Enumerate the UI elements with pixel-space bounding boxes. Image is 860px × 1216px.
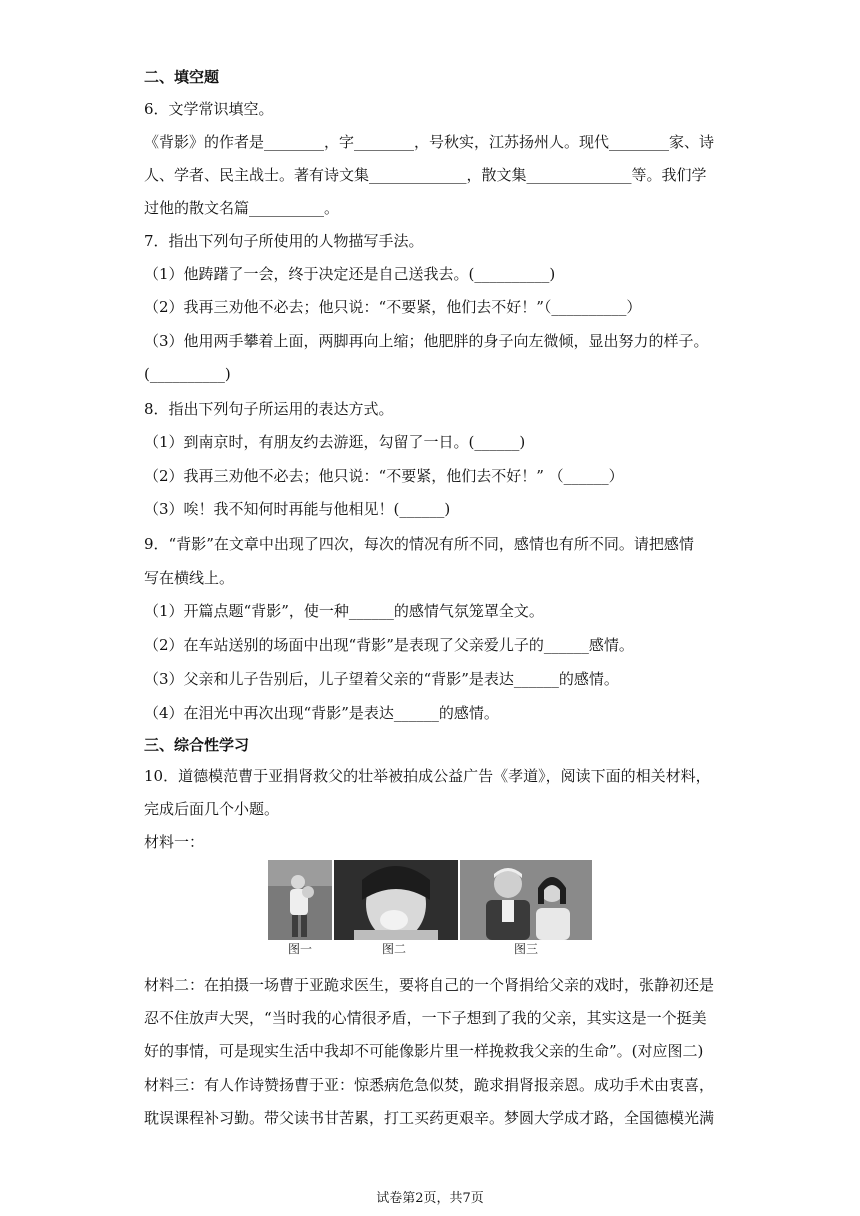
page-footer: 试卷第2页，共7页 bbox=[376, 1191, 484, 1206]
material-2-line-2: 忍不住放声大哭，“当时我的心情很矛盾，一下子想到了我的父亲，其实这是一个挺美 bbox=[144, 1009, 707, 1027]
photo-caption-3: 图三 bbox=[514, 942, 539, 956]
question-9-item-4: （4）在泪光中再次出现“背影”是表达______的感情。 bbox=[144, 704, 499, 722]
photo-caption-1: 图一 bbox=[288, 942, 313, 956]
material-1-photos bbox=[268, 860, 592, 956]
question-8-item-1: （1）到南京时，有朋友约去游逛，勾留了一日。(______) bbox=[144, 433, 526, 451]
question-8-item-3: （3）唉！我不知何时再能与他相见！(______) bbox=[144, 500, 451, 518]
section-title-fill-in: 二、填空题 bbox=[144, 68, 220, 86]
material-2-line-1: 材料二：在拍摄一场曹于亚跪求医生，要将自己的一个肾捐给父亲的戏时，张静初还是 bbox=[144, 976, 715, 994]
photo-3 bbox=[460, 860, 592, 940]
photo-1 bbox=[268, 860, 332, 940]
question-8-stem: 8．指出下列句子所运用的表达方式。 bbox=[144, 400, 394, 418]
question-6-line-3: 过他的散文名篇__________。 bbox=[144, 199, 340, 217]
section-title-comprehensive: 三、综合性学习 bbox=[144, 736, 250, 754]
question-9-stem-line-1: 9．“背影”在文章中出现了四次，每次的情况有所不同，感情也有所不同。请把感情 bbox=[144, 535, 694, 553]
question-7-item-2: （2）我再三劝他不必去；他只说：“不要紧，他们去不好！”（__________） bbox=[144, 298, 642, 316]
material-1-label: 材料一： bbox=[144, 833, 205, 851]
question-9-item-1: （1）开篇点题“背影”，使一种______的感情气氛笼罩全文。 bbox=[144, 602, 544, 620]
photo-2 bbox=[334, 860, 458, 940]
question-7-item-1: （1）他踌躇了一会，终于决定还是自己送我去。(__________) bbox=[144, 265, 556, 283]
question-7-stem: 7．指出下列句子所使用的人物描写手法。 bbox=[144, 232, 424, 250]
question-9-stem-line-2: 写在横线上。 bbox=[144, 569, 235, 587]
question-6-line-2: 人、学者、民主战士。著有诗文集_____________，散文集______________等。我们学 bbox=[144, 166, 707, 184]
question-8-item-2: （2）我再三劝他不必去；他只说：“不要紧，他们去不好！” （______） bbox=[144, 467, 624, 485]
question-10-stem-line-2: 完成后面几个小题。 bbox=[144, 800, 280, 818]
question-7-item-3: （3）他用两手攀着上面，两脚再向上缩；他肥胖的身子向左微倾，显出努力的样子。 bbox=[144, 332, 709, 350]
question-9-item-2: （2）在车站送别的场面中出现“背影”是表现了父亲爱儿子的______感情。 bbox=[144, 636, 634, 654]
question-6-line-1: 《背影》的作者是________，字________，号秋实，江苏扬州人。现代________家、诗 bbox=[144, 133, 715, 151]
question-9-item-3: （3）父亲和儿子告别后，儿子望着父亲的“背影”是表达______的感情。 bbox=[144, 670, 619, 688]
material-3-line-1: 材料三：有人作诗赞扬曹于亚：惊悉病危急似焚，跪求捐肾报亲恩。成功手术由衷喜， bbox=[144, 1076, 715, 1094]
material-2-line-3: 好的事情，可是现实生活中我却不可能像影片里一样挽救我父亲的生命”。(对应图二) bbox=[144, 1042, 704, 1060]
material-3-line-2: 耽误课程补习勤。带父读书甘苦累，打工买药更艰辛。梦圆大学成才路，全国德模光满 bbox=[144, 1109, 715, 1127]
question-7-item-3-answer: (__________) bbox=[144, 365, 231, 383]
question-10-stem-line-1: 10．道德模范曹于亚捐肾救父的壮举被拍成公益广告《孝道》，阅读下面的相关材料， bbox=[144, 767, 711, 785]
photo-caption-2: 图二 bbox=[382, 942, 407, 956]
question-6-stem: 6．文学常识填空。 bbox=[144, 100, 274, 118]
